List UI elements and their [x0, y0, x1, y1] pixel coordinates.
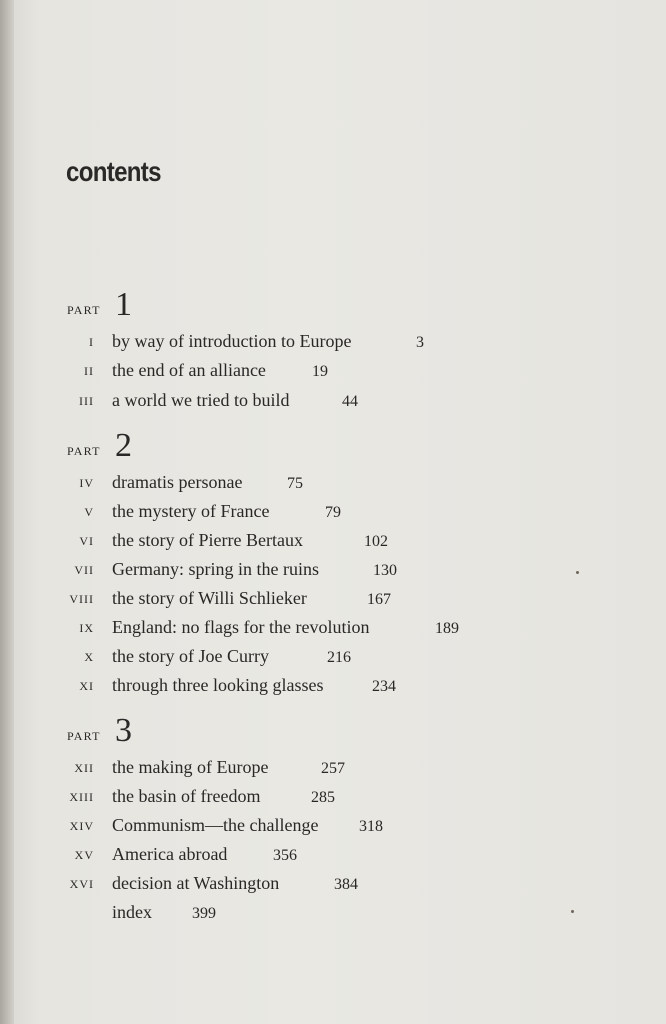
toc-entry[interactable] — [0, 530, 666, 554]
chapter-title: through three looking glasses — [112, 675, 324, 695]
chapter-numeral: IX — [79, 621, 94, 635]
chapter-title: the making of Europe — [112, 757, 269, 777]
chapter-title: by way of introduction to Europe — [112, 331, 352, 351]
chapter-numeral: IV — [79, 476, 94, 490]
chapter-title: a world we tried to build — [112, 390, 290, 410]
page-number: 167 — [367, 591, 391, 608]
part-label: PART — [67, 729, 101, 743]
paper-speck — [571, 910, 574, 913]
toc-entry[interactable] — [0, 501, 666, 525]
toc-entry[interactable] — [0, 390, 666, 414]
toc-entry[interactable] — [0, 675, 666, 699]
chapter-title: index — [112, 902, 152, 922]
page-number: 130 — [373, 562, 397, 579]
chapter-title: the end of an alliance — [112, 360, 266, 380]
page-number: 189 — [435, 620, 459, 637]
toc-entry[interactable] — [0, 902, 666, 926]
chapter-numeral: I — [89, 335, 94, 349]
page-number: 257 — [321, 760, 345, 777]
chapter-numeral: XII — [74, 761, 94, 775]
page-number: 19 — [312, 363, 328, 380]
page-number: 44 — [342, 393, 358, 410]
chapter-title: the story of Joe Curry — [112, 646, 269, 666]
chapter-numeral: XIV — [69, 819, 94, 833]
toc-entry[interactable] — [0, 815, 666, 839]
page-number: 234 — [372, 678, 396, 695]
chapter-title: England: no flags for the revolution — [112, 617, 370, 637]
page-number: 356 — [273, 847, 297, 864]
toc-entry[interactable] — [0, 646, 666, 670]
page-number: 318 — [359, 818, 383, 835]
part-label: PART — [67, 303, 101, 317]
toc-entry[interactable] — [0, 331, 666, 355]
chapter-title: America abroad — [112, 844, 228, 864]
toc-entry[interactable] — [0, 588, 666, 612]
paper-speck — [576, 571, 579, 574]
chapter-title: decision at Washington — [112, 873, 280, 893]
part-number: 2 — [115, 427, 132, 464]
page-number: 216 — [327, 649, 351, 666]
part-label: PART — [67, 444, 101, 458]
page-number: 102 — [364, 533, 388, 550]
chapter-title: Communism—the challenge — [112, 815, 319, 835]
page-title: contents — [66, 156, 161, 187]
part-number: 1 — [115, 286, 132, 323]
chapter-numeral: XIII — [69, 790, 94, 804]
chapter-title: Germany: spring in the ruins — [112, 559, 319, 579]
toc-entry[interactable] — [0, 472, 666, 496]
page-number: 79 — [325, 504, 341, 521]
page-number: 399 — [192, 905, 216, 922]
toc-entry[interactable] — [0, 559, 666, 583]
chapter-numeral: V — [84, 505, 94, 519]
chapter-numeral: XI — [79, 679, 94, 693]
chapter-numeral: III — [79, 394, 94, 408]
part-number: 3 — [115, 712, 132, 749]
page-number: 285 — [311, 789, 335, 806]
chapter-numeral: VII — [74, 563, 94, 577]
toc-entry[interactable] — [0, 844, 666, 868]
toc-entry[interactable] — [0, 757, 666, 781]
chapter-title: the story of Pierre Bertaux — [112, 530, 303, 550]
page-number: 3 — [416, 334, 424, 351]
page-number: 75 — [287, 475, 303, 492]
chapter-numeral: XV — [74, 848, 94, 862]
toc-entry[interactable] — [0, 617, 666, 641]
page-number: 384 — [334, 876, 358, 893]
chapter-numeral: VIII — [69, 592, 94, 606]
toc-entry[interactable] — [0, 873, 666, 897]
chapter-numeral: X — [84, 650, 94, 664]
chapter-title: the basin of freedom — [112, 786, 261, 806]
toc-entry[interactable] — [0, 786, 666, 810]
chapter-numeral: XVI — [69, 877, 94, 891]
toc-entry[interactable] — [0, 360, 666, 384]
chapter-title: the mystery of France — [112, 501, 270, 521]
chapter-title: dramatis personae — [112, 472, 243, 492]
chapter-numeral: II — [84, 364, 94, 378]
chapter-numeral: VI — [79, 534, 94, 548]
chapter-title: the story of Willi Schlieker — [112, 588, 307, 608]
